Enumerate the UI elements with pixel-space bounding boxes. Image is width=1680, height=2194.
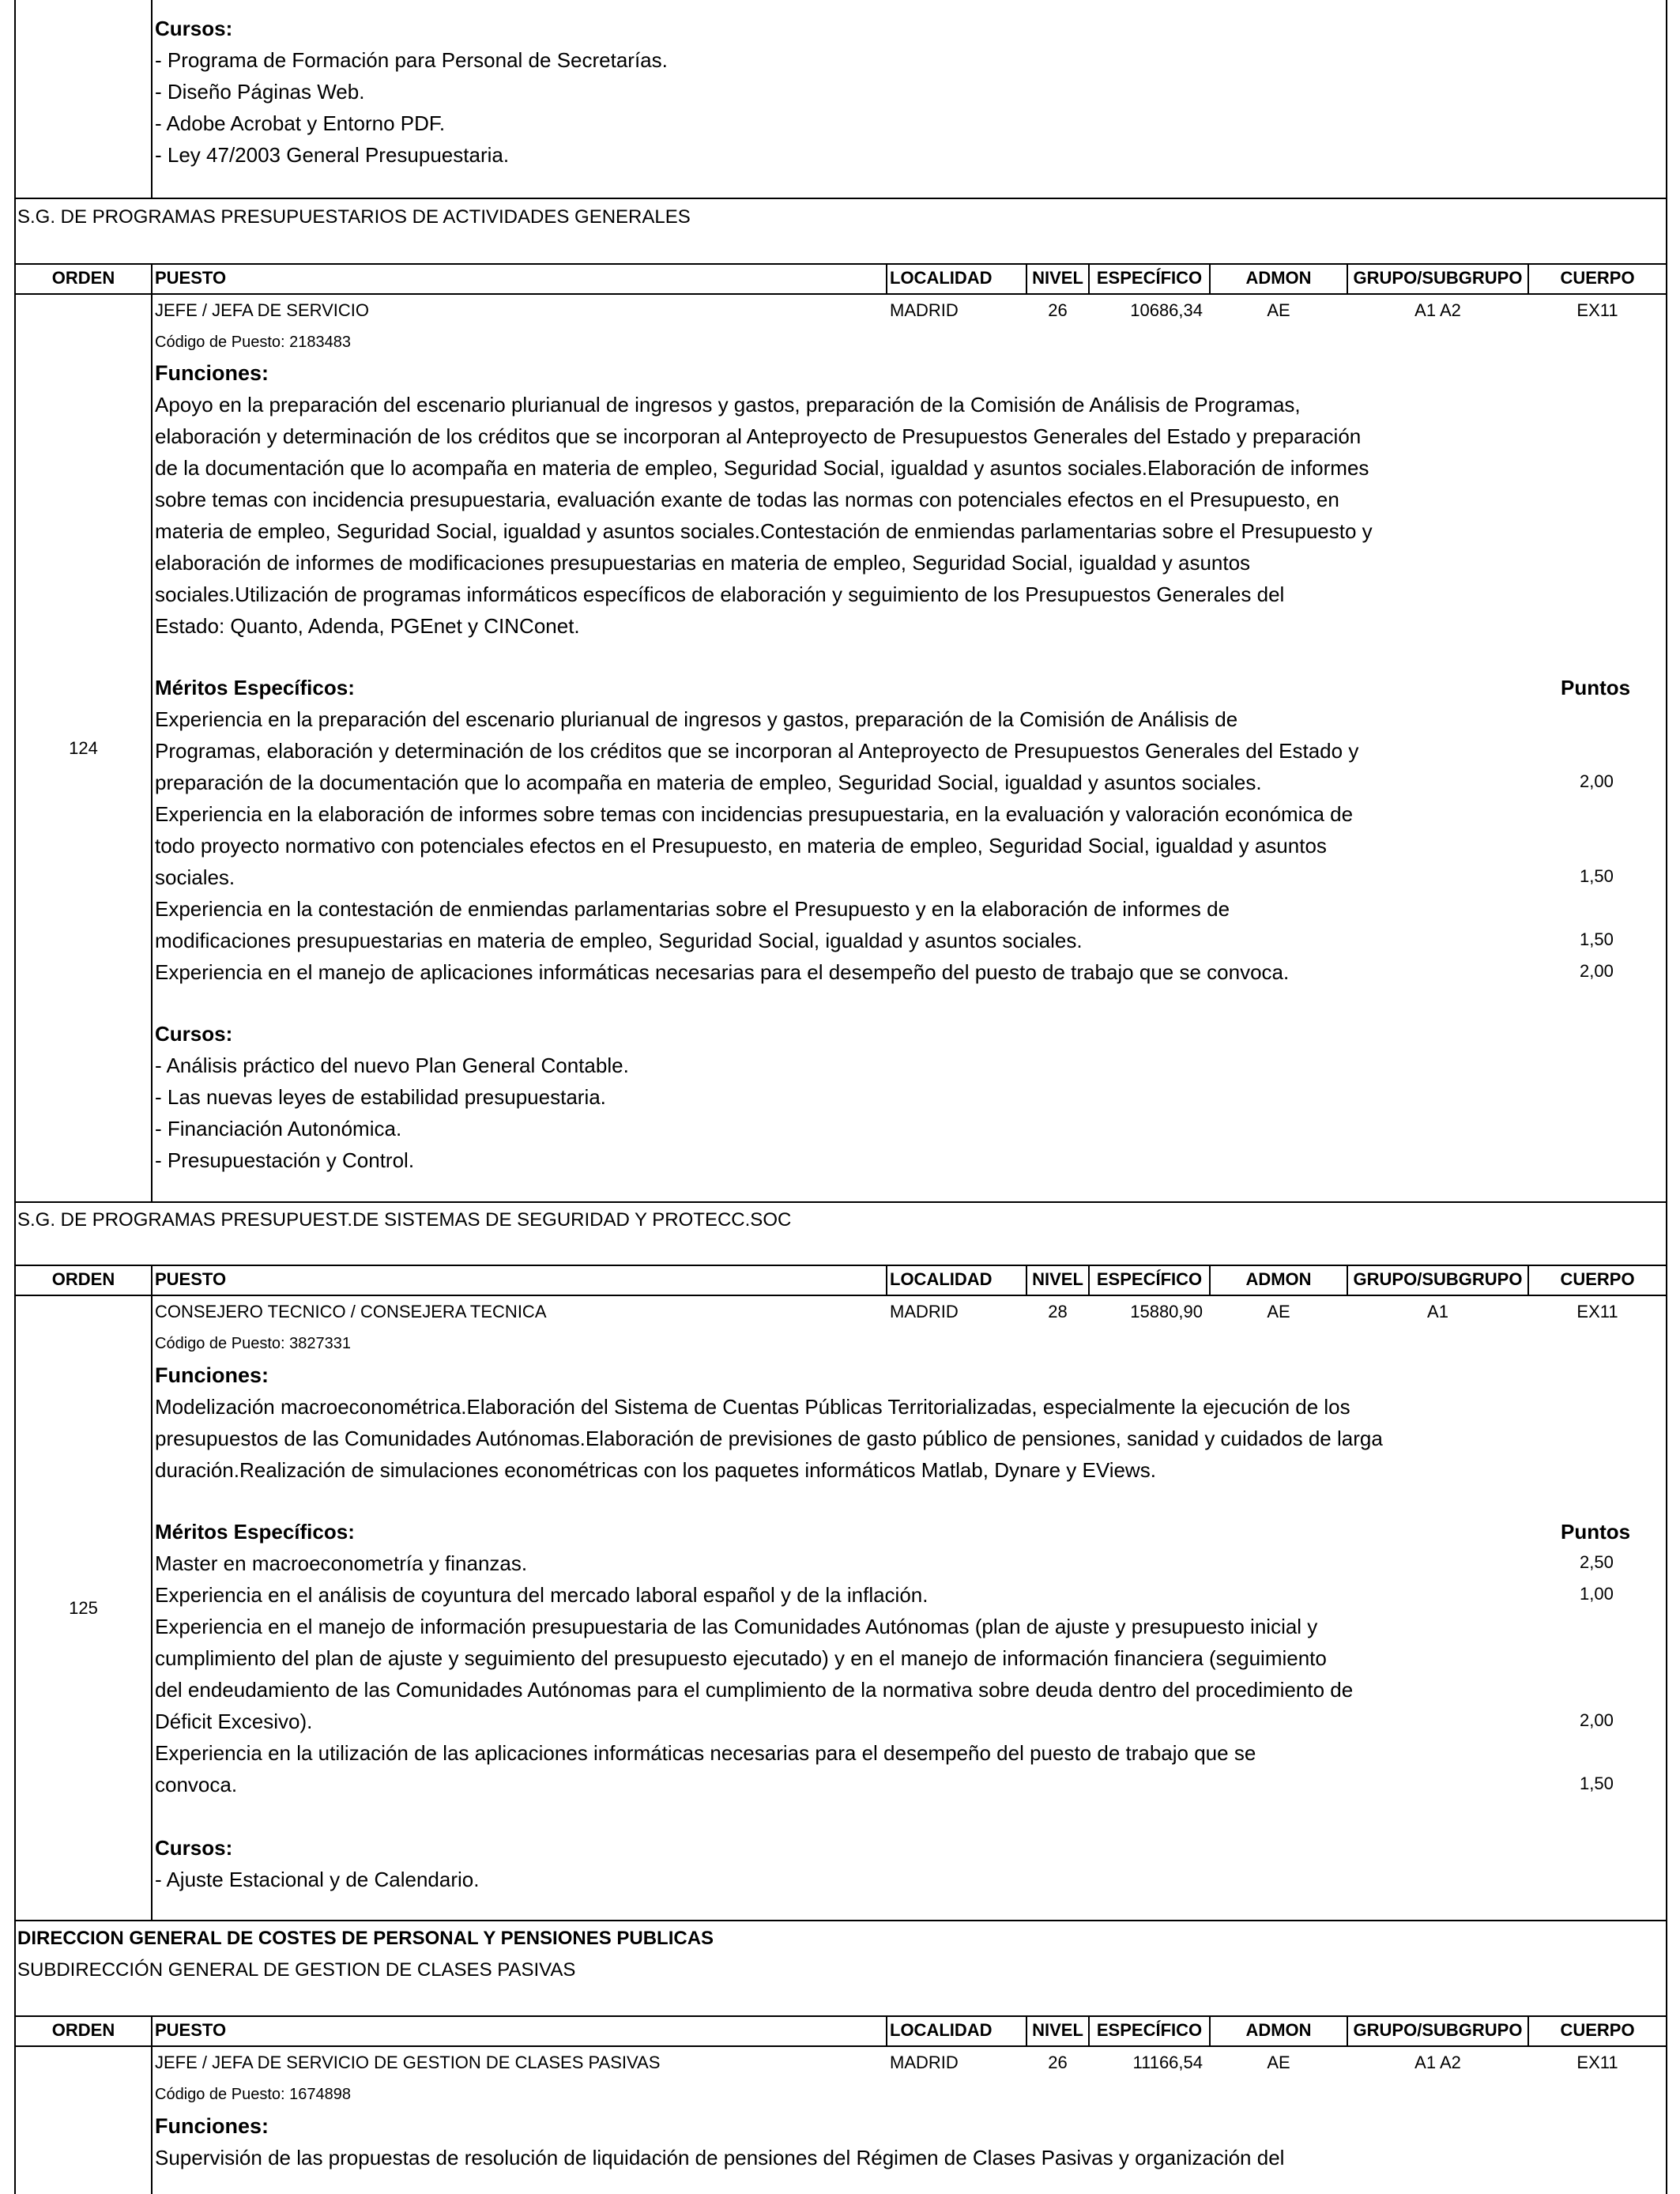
admon-value: AE [1267, 1302, 1290, 1321]
col-header-orden: ORDEN [51, 268, 115, 288]
row-divider [14, 198, 1667, 199]
merito-puntos: 2,50 [1580, 1552, 1614, 1572]
col-header-localidad: LOCALIDAD [890, 2020, 993, 2040]
col-header-orden: ORDEN [51, 1269, 115, 1289]
cursos-heading: Cursos: [155, 17, 233, 40]
row-divider [14, 1295, 1667, 1296]
column-divider [151, 1265, 153, 1920]
col-header-puesto: PUESTO [155, 268, 227, 288]
curso-item: - Adobe Acrobat y Entorno PDF. [155, 111, 446, 135]
merito-line: preparación de la documentación que lo acompaña en materia de empleo, Seguridad Social, igualdad y asuntos sociales. [155, 771, 1262, 794]
funciones-line: duración.Realización de simulaciones econométricas con los paquetes informáticos Matlab, Dynare y EViews. [155, 1458, 1156, 1482]
col-header-localidad: LOCALIDAD [890, 268, 993, 288]
meritos-heading: Méritos Específicos: [155, 1520, 355, 1544]
merito-puntos: 2,00 [1580, 771, 1614, 791]
merito-line: todo proyecto normativo con potenciales efectos en el Presupuesto, en materia de empleo, Seguridad Social, igualdad y asuntos [155, 834, 1327, 858]
curso-item: - Programa de Formación para Personal de Secretarías. [155, 48, 668, 72]
column-divider [151, 0, 153, 198]
merito-line: modificaciones presupuestarias en materia de empleo, Seguridad Social, igualdad y asuntos sociales. [155, 929, 1083, 952]
col-header-nivel: NIVEL [1032, 1269, 1083, 1289]
col-header-puesto: PUESTO [155, 1269, 227, 1289]
col-header-admon: ADMON [1245, 2020, 1312, 2040]
codigo-puesto: Código de Puesto: 1674898 [155, 2086, 351, 2103]
funciones-line: elaboración de informes de modificaciones presupuestarias en materia de empleo, Seguridad Social, igualdad y asuntos [155, 551, 1251, 575]
especifico-value: 10686,34 [1130, 300, 1203, 320]
admon-value: AE [1267, 2053, 1290, 2072]
section-title: SUBDIRECCIÓN GENERAL DE GESTION DE CLASES PASIVAS [17, 1959, 576, 1981]
puesto-name: JEFE / JEFA DE SERVICIO DE GESTION DE CLASES PASIVAS [155, 2053, 661, 2072]
puntos-heading: Puntos [1561, 676, 1631, 699]
nivel-value: 26 [1048, 300, 1068, 320]
column-divider [151, 263, 153, 1201]
puesto-name: CONSEJERO TECNICO / CONSEJERA TECNICA [155, 1302, 547, 1321]
col-header-admon: ADMON [1245, 268, 1312, 288]
row-divider [14, 1265, 1667, 1266]
merito-puntos: 1,00 [1580, 1584, 1614, 1604]
merito-line: convoca. [155, 1773, 238, 1796]
merito-line: Programas, elaboración y determinación de los créditos que se incorporan al Anteproyecto de Presupuestos Generales del Estado y [155, 739, 1359, 763]
curso-item: - Presupuestación y Control. [155, 1148, 415, 1172]
orden-value: 125 [69, 1598, 98, 1618]
row-divider [14, 2045, 1667, 2047]
cursos-heading: Cursos: [155, 1836, 233, 1860]
col-header-especifico: ESPECÍFICO [1096, 268, 1203, 288]
merito-line: Experiencia en el manejo de aplicaciones informáticas necesarias para el desempeño del puesto de trabajo que se convoca. [155, 960, 1290, 984]
col-header-cuerpo: CUERPO [1560, 1269, 1635, 1289]
merito-line: Experiencia en la contestación de enmiendas parlamentarias sobre el Presupuesto y en la elaboración de informes de [155, 897, 1230, 921]
curso-item: - Análisis práctico del nuevo Plan General Contable. [155, 1054, 629, 1077]
merito-line: Experiencia en la preparación del escenario plurianual de ingresos y gastos, preparación de la Comisión de Análisis de [155, 707, 1238, 731]
nivel-value: 26 [1048, 2053, 1068, 2072]
section-title: S.G. DE PROGRAMAS PRESUPUESTARIOS DE ACTIVIDADES GENERALES [17, 206, 691, 228]
localidad-value: MADRID [890, 1302, 959, 1321]
merito-line: cumplimiento del plan de ajuste y seguimiento del presupuesto ejecutado) y en el manejo de información financiera (seguimiento [155, 1646, 1327, 1670]
column-divider [151, 2015, 153, 2194]
col-header-grupo: GRUPO/SUBGRUPO [1353, 2020, 1523, 2040]
merito-puntos: 1,50 [1580, 866, 1614, 886]
col-header-especifico: ESPECÍFICO [1096, 2020, 1203, 2040]
funciones-line: materia de empleo, Seguridad Social, igualdad y asuntos sociales.Contestación de enmiendas parlamentarias sobre el Presupuesto y [155, 519, 1373, 543]
merito-line: Experiencia en el análisis de coyuntura del mercado laboral español y de la inflación. [155, 1583, 929, 1607]
col-header-admon: ADMON [1245, 1269, 1312, 1289]
cuerpo-value: EX11 [1576, 300, 1618, 320]
col-header-orden: ORDEN [51, 2020, 115, 2040]
funciones-line: Apoyo en la preparación del escenario plurianual de ingresos y gastos, preparación de la Comisión de Análisis de Programas, [155, 393, 1301, 417]
merito-puntos: 2,00 [1580, 961, 1614, 981]
direccion-general-title: DIRECCION GENERAL DE COSTES DE PERSONAL Y PENSIONES PUBLICAS [17, 1928, 714, 1949]
table-left-border [14, 0, 16, 2194]
funciones-line: elaboración y determinación de los créditos que se incorporan al Anteproyecto de Presupuestos Generales del Estado y preparación [155, 424, 1362, 448]
cuerpo-value: EX11 [1576, 1302, 1618, 1321]
funciones-line: sobre temas con incidencia presupuestaria, evaluación exante de todas las normas con potenciales efectos en el Presupuesto, en [155, 488, 1339, 511]
codigo-puesto: Código de Puesto: 2183483 [155, 334, 351, 351]
funciones-line: sociales.Utilización de programas informáticos específicos de elaboración y seguimiento de los Presupuestos Generales del [155, 582, 1285, 606]
merito-puntos: 2,00 [1580, 1710, 1614, 1730]
admon-value: AE [1267, 300, 1290, 320]
funciones-heading: Funciones: [155, 1363, 269, 1387]
col-header-grupo: GRUPO/SUBGRUPO [1353, 1269, 1523, 1289]
especifico-value: 11166,54 [1132, 2053, 1203, 2072]
puesto-name: JEFE / JEFA DE SERVICIO [155, 300, 370, 320]
row-divider [14, 1201, 1667, 1203]
merito-line: sociales. [155, 865, 235, 889]
merito-line: Experiencia en el manejo de información presupuestaria de las Comunidades Autónomas (plan de ajuste y presupuesto inicial y [155, 1615, 1318, 1638]
merito-line: Experiencia en la utilización de las aplicaciones informáticas necesarias para el desempeño del puesto de trabajo que se [155, 1741, 1256, 1765]
funciones-heading: Funciones: [155, 361, 269, 385]
puntos-heading: Puntos [1561, 1520, 1631, 1544]
funciones-line: presupuestos de las Comunidades Autónomas.Elaboración de previsiones de gasto público de pensiones, sanidad y cuidados de larga [155, 1427, 1383, 1450]
col-header-nivel: NIVEL [1032, 268, 1083, 288]
especifico-value: 15880,90 [1130, 1302, 1203, 1321]
codigo-puesto: Código de Puesto: 3827331 [155, 1335, 351, 1352]
meritos-heading: Méritos Específicos: [155, 676, 355, 699]
curso-item: - Diseño Páginas Web. [155, 80, 365, 104]
merito-line: Experiencia en la elaboración de informes sobre temas con incidencias presupuestaria, en la evaluación y valoración económica de [155, 802, 1354, 826]
col-header-localidad: LOCALIDAD [890, 1269, 993, 1289]
col-header-grupo: GRUPO/SUBGRUPO [1353, 268, 1523, 288]
funciones-line: de la documentación que lo acompaña en materia de empleo, Seguridad Social, igualdad y asuntos sociales.Elaboración de informes [155, 456, 1369, 480]
merito-puntos: 1,50 [1580, 929, 1614, 949]
cursos-heading: Cursos: [155, 1022, 233, 1046]
merito-line: Master en macroeconometría y finanzas. [155, 1551, 528, 1575]
funciones-line: Modelización macroeconométrica.Elaboración del Sistema de Cuentas Públicas Territorializadas, especialmente la ejecución de los [155, 1395, 1350, 1419]
curso-item: - Ley 47/2003 General Presupuestaria. [155, 143, 510, 167]
grupo-value: A1 A2 [1414, 300, 1461, 320]
funciones-line: Supervisión de las propuestas de resolución de liquidación de pensiones del Régimen de Clases Pasivas y organización del [155, 2146, 1285, 2169]
grupo-value: A1 A2 [1414, 2053, 1461, 2072]
col-header-cuerpo: CUERPO [1560, 2020, 1635, 2040]
col-header-puesto: PUESTO [155, 2020, 227, 2040]
table-right-border [1666, 0, 1667, 2194]
merito-puntos: 1,50 [1580, 1774, 1614, 1793]
section-title: S.G. DE PROGRAMAS PRESUPUEST.DE SISTEMAS DE SEGURIDAD Y PROTECC.SOC [17, 1209, 792, 1231]
cuerpo-value: EX11 [1576, 2053, 1618, 2072]
merito-line: Déficit Excesivo). [155, 1710, 313, 1733]
orden-value: 124 [69, 738, 98, 758]
row-divider [14, 263, 1667, 265]
row-divider [14, 2015, 1667, 2017]
merito-line: del endeudamiento de las Comunidades Autónomas para el cumplimiento de la normativa sobre deuda dentro del procedimiento de [155, 1678, 1354, 1702]
curso-item: - Las nuevas leyes de estabilidad presupuestaria. [155, 1085, 606, 1109]
localidad-value: MADRID [890, 2053, 959, 2072]
row-divider [14, 1920, 1667, 1921]
row-divider [14, 293, 1667, 295]
nivel-value: 28 [1048, 1302, 1068, 1321]
curso-item: - Financiación Autonómica. [155, 1117, 402, 1140]
funciones-line: Estado: Quanto, Adenda, PGEnet y CINConet. [155, 614, 580, 638]
localidad-value: MADRID [890, 300, 959, 320]
col-header-nivel: NIVEL [1032, 2020, 1083, 2040]
funciones-heading: Funciones: [155, 2114, 269, 2138]
col-header-cuerpo: CUERPO [1560, 268, 1635, 288]
grupo-value: A1 [1427, 1302, 1448, 1321]
curso-item: - Ajuste Estacional y de Calendario. [155, 1868, 480, 1891]
col-header-especifico: ESPECÍFICO [1096, 1269, 1203, 1289]
